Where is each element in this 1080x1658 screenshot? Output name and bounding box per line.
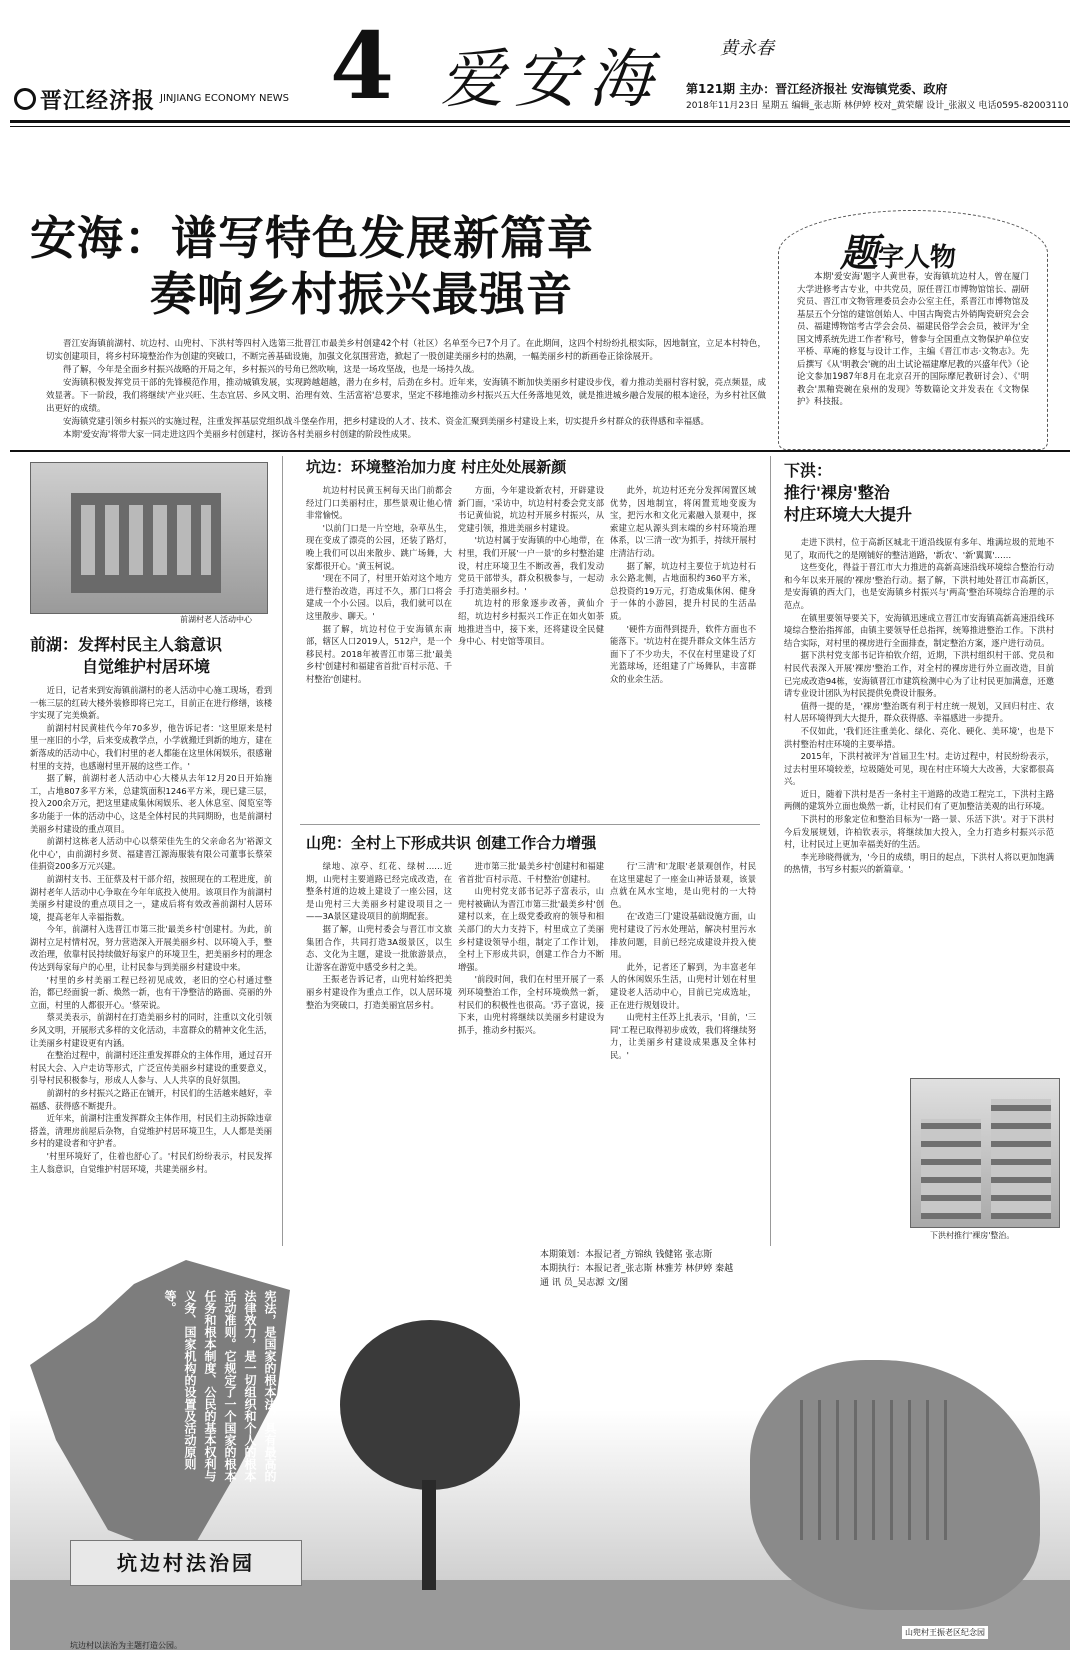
xiahong-photo-caption: 下洪村推行'裸房'整治。: [930, 1231, 1015, 1240]
shandou-heading: 山兜：全村上下形成共识 创建工作合力增强: [306, 834, 597, 852]
middle-rule: [10, 450, 1070, 452]
newspaper-logo: 晋江经济报: [14, 84, 155, 115]
xiahong-article: 走进下洪村，位于高新区城北干道沿线原有多年、堆满垃圾的荒地不见了，取而代之的是刚铺好的整洁道路，'新农'、'新'翼翼'…… 这些变化，得益于晋江市大力推进的高新高速沿线环境综合整治行动和今年以来开展的'裸房'整治行动。据了解，下洪村地处晋江市高新区，是安海镇的西大门，也是安海镇乡村振兴与'两高'整治环境综合治理的示范点。 在镇里要领导要关下，安海镇迅速成立晋江市安海镇高新高速沿线环境综合整治指挥部，由镇主要领导任总指挥，统筹推进整治工作。下洪村结合实际，对村里的裸房进行全面排查，制定整治方案，逐户进行动员。 据下洪村党支部书记许柏钦介绍，近期，下洪村组织村干部、党员和村民代表深入开展'裸房'整治工作，对全村的裸房进行外立面改造，目前已完成改造94栋，安海镇晋江市建筑检测中心为了让村民更加满意，还邀请专业设计团队为村民提供免费设计服务。 值得一提的是，'裸房'整治既有利于村庄统一规划，又回归村庄、农村人居环境得到大大提升，群众获得感、幸福感进一步提升。 不仅如此，'我们还注重美化、绿化、亮化、硬化、美环境'，也是下洪村整治村庄环境的主要举措。 2015年，下洪村被评为'首届卫生'村。走访过程中，村民纷纷表示，过去村里环境较差，垃圾随处可见，现在村庄环境大大改善，大家都很高兴。 近日，随着下洪村是否一条村主干道路的改造工程完工，下洪村主路两侧的建筑外立面也焕然一新，让村民们有了更加整洁美观的出行环境。 下洪村的形象定位和整治目标为'一路一景、乐活下洪'。对于下洪村今后发展规划，许柏钦表示，将继续加大投入，全力打造乡村振兴示范村，让村民过上更加幸福美好的生活。 李光珍晓得就为，'今日的成绩，明日的起点，下洪村人将以更加饱满的热情，书写乡村振兴的新篇章。': [784, 537, 1054, 875]
section-divider: [300, 824, 760, 825]
column-divider: [282, 456, 283, 1246]
park-sign: 坑边村法治园: [70, 1540, 302, 1586]
kengbian-column-1: 坑边村村民黄玉柯每天出门前都会经过门口美丽村庄，那些景观让他心情非常愉悦。 '以前门口是一片空地，杂草丛生，现在变成了漂亮的公园，还装了路灯，晚上我们可以出来散步、跳广场舞，大家都很开心。'黄玉柯说。 '现在不同了，村里开始对这个地方进行整治改造，再过不久，那门口将会建成一个小公园。以后，我们就可以在这里散步、聊天。' 据了解，坑边村位于安海镇东南部，辖区人口2019人，512户，是一个移民村。2018年被晋江市第三批'最美乡村'创建村和福建省首批'百村示范、千村整治'创建村。: [306, 485, 452, 684]
column-divider: [770, 456, 771, 1246]
headline-line2: 奏响乡村振兴最强音: [150, 267, 573, 321]
issue-line: 第121期 主办：晋江经济报社 安海镇党委、政府: [686, 82, 948, 96]
newspaper-logo-en: JINJIANG ECONOMY NEWS: [160, 93, 289, 104]
qianhu-photo: [30, 462, 268, 614]
law-text: 宪法，是国家的根本法，具有最高的法律效力，是一切组织和个人的根本活动准则。它规定了一个国家的根本任务和根本制度、公民的基本权利与义务、国家机构的设置及活动原则等。: [163, 1290, 277, 1482]
kengbian-column-3: 此外，坑边村还充分发挥闲置区域优势，因地制宜，将闲置荒地变废为宝，把污水和文化元素融入景观中，探索建立起从源头到末端的乡村环境治理体系，以'三清一改'为抓手，持续开展村庄清洁行动。 据了解，坑边村主要位于坑边村石永公路北侧，占地面积约360平方米，总投资约19万元，打造成集休闲、健身于一体的小游园，提升村民的生活品质。 '硬件方面得到提升，软件方面也不能落下。'坑边村在提升群众文体生活方面下了不少功夫，不仅在村里建设了灯光篮球场，还组建了广场舞队，丰富群众的业余生活。: [610, 485, 756, 684]
intro-paragraph: 晋江安海镇前湖村、坑边村、山兜村、下洪村等四村入选第三批晋江市最美乡村创建42个村（社区）名单至今已7个月了。在此期间，这四个村纷纷扎根实际，因地制宜，立足本村特色，切实创建项目，将乡村环境整治作为创建的突破口，不断完善基础设施，加强文化氛围营造，掀起了一股创建美丽乡村的热潮，一幅美丽乡村的新画卷正徐徐展开。: [46, 339, 766, 362]
top-rule-thin: [10, 126, 1070, 127]
shandou-column-3: 行'三清'和'龙眼'老景观创作，村民在这里建起了一座金山神话景观，该景点就在风水宝地，是山兜村的一大特色。 在'改造三门'建设基础设施方面，山兜村建设了污水处理站，解决村里污水排放问题，目前已经完成建设并投入使用。 此外，记者还了解到，为丰富老年人的休闲娱乐生活，山兜村计划在村里建设老人活动中心，目前已完成选址，正在进行规划设计。 山兜村主任苏上扎表示，'目前，'三同'工程已取得初步成效，我们将继续努力，让美丽乡村建设成果惠及全体村民。': [610, 861, 756, 1060]
intro-text: [46, 338, 766, 442]
qianhu-article: 近日，记者来到安海镇前湖村的老人活动中心施工现场，看到一栋三层的红砖大楼外装修即将已完工，目前正在进行修缮，该楼宇实现了完美焕新。 前湖村村民黄桂代今年70多岁，他告诉记者：'这里原来是村里一座旧的小学，后来变成教学点，小学就搬迁到新的地方，建在新落成的活动中心，我们村里的老人都能在这里休闲娱乐，很感谢村里的支持，也感谢村里开展的这些工作。' 据了解，前湖村老人活动中心大楼从去年12月20日开始施工，占地807多平方米，总建筑面积1246平方米，现已建三层，投入200余万元，把这里建成集休闲娱乐、老人休息室、阅览室等多功能于一体的活动中心，这是全体村民的共同期盼，也是前湖村美丽乡村建设的重点项目。 前湖村这栋老人活动中心以蔡荣佳先生的父亲命名为'裕源文化中心'，由前湖村乡贤、福建晋江源海服装有限公司董事长蔡荣佳捐资200多万元兴建。 前湖村支书、王征蔡及村干部介绍，按照现在的工程进度，前湖村老年人活动中心争取在今年年底投入使用。该项目作为前湖村美丽乡村建设的重点项目之一，建成后将有效改善前湖村人居环境，提高老年人幸福指数。 今年，前湖村入选晋江市第三批'最美乡村'创建村。为此，前湖村立足村情村况，努力营造深入开展美丽乡村、以环境入手，整改治理，依靠村民持续做好每家户的环境卫生，把美丽乡村的理念传达到每家每户的心里，让村民参与到美丽乡村建设中来。 '村里的乡村美丽工程已经初见成效，老旧的空心村通过整治，都已经面貌一新、焕然一新，也有干净整洁的路面、亮丽的外立面，村里的人都很开心。'蔡荣说。 蔡灵美表示，前湖村在打造美丽乡村的同时，注重以文化引领乡风文明，开展形式多样的文化活动，丰富群众的精神文化生活，让美丽乡村建设更有内涵。 在整治过程中，前湖村还注重发挥群众的主体作用，通过召开村民大会、入户走访等形式，广泛宣传美丽乡村建设的重要意义，引导村民积极参与，形成人人参与、人人共享的良好氛围。 前湖村的乡村振兴之路正在铺开，村民们的生活越来越好，幸福感、获得感不断提升。 近年来，前湖村注重发挥群众主体作用，村民们主动拆除违章搭盖，清理房前屋后杂物，自觉维护村居环境卫生，人人都是美丽乡村的建设者和守护者。 '村里环境好了，住着也舒心了。'村民们纷纷表示，村民发挥主人翁意识，自觉维护村居环境，共建美丽乡村。: [30, 685, 272, 1174]
tree: [340, 1320, 520, 1490]
logo-ring-icon: [14, 88, 36, 110]
date-line: 2018年11月23日 星期五 编辑_张志斯 林伊婷 校对_黄荣耀 设计_张淑义 电话0595-82003110: [686, 101, 1069, 111]
page-number: 4: [330, 12, 395, 120]
bottom-right-caption: 山兜村王振老区纪念园: [902, 1626, 988, 1639]
headline-line1: 安海：谱写特色发展新篇章: [30, 211, 594, 265]
bio-paragraph: 本期'爱安海'题字人黄世春，安海镇坑边村人，曾在厦门大学进修考古专业，中共党员，原任晋江市博物馆馆长、副研究员、晋江市文物管理委员会办公室主任，系晋江市博物馆及基层五个分馆的建馆创始人、中国古陶瓷古外销陶瓷研究会会员、福建博物馆考古学会会员、福建民俗学会会员，被评为'全国文博系统先进工作者'称号，曾参与全国重点文物保护单位安平桥、草庵的修复与设计工作，主编《晋江市志·文物志》。先后撰写《从'明教会'碗的出土试论福建摩尼教的兴盛年代》（论论文参加1987年8月在北京召开的国际摩尼教研讨会）、《'明教会'黑釉瓷碗在泉州的发现》等数篇论文并发表在《文物保护》科技报。: [797, 272, 1029, 407]
shandou-column-1: 绿地、凉亭、红花、绿树……近期，山兜村主要道路已经完成改造，在整条村道的边坡上建设了一座公园，这是山兜村三大美丽乡村建设项目之一——3A景区建设项目的前期配套。 据了解，山兜村委会与晋江市文旅集团合作，共同打造3A级景区，以生态、文化为主题，建设一批旅游景点，让游客在游览中感受乡村之美。 王振老告诉记者，山兜村始终把美丽乡村建设作为重点工作，以人居环境整治为突破口，打造美丽宜居乡村。: [306, 861, 452, 1010]
bio-title: 题字人物: [840, 230, 957, 275]
intro-paragraph: 得了解，今年是全面乡村振兴战略的开局之年，乡村振兴的号角已然吹响，这是一场攻坚战，也是一场持久战。: [63, 365, 480, 375]
kengbian-heading: 坑边：环境整治加力度 村庄处处展新颜: [306, 458, 567, 476]
xiahong-heading: 下洪： 推行'裸房'整治 村庄环境大大提升: [784, 461, 913, 524]
intro-paragraph: 安海镇党建引领乡村振兴的实施过程，注重发挥基层党组织战斗堡垒作用，把乡村建设的人才、技术、资金汇聚到美丽乡村建设上来，切实提升乡村群众的获得感和幸福感。: [63, 417, 710, 427]
intro-paragraph: 安海镇积极发挥党员干部的先锋模范作用，推动城镇发展，实现跨越超越，潜力在乡村，后劲在乡村。近年来，安海镇不断加快美丽乡村建设步伐，着力推动美丽村容村貌，亮点频显，成效显著。下一阶段，我们将继续'产业兴旺、生态宜居、乡风文明、治理有效、生活富裕'总要求，坚定不移地推动乡村振兴五大任务落地见效，就是推进城乡融合发展的根本途径，为乡村社区做出更好的成绩。: [46, 378, 766, 414]
credits: 本期策划：本报记者_方锦纨 钱健铭 张志斯 本期执行：本报记者_张志斯 林雅芳 林伊婷 秦越 通 讯 员_吴志源 文/图: [540, 1250, 734, 1288]
qianhu-heading: 前湖：发挥村民主人翁意识 自觉维护村居环境: [30, 635, 223, 676]
bottom-photo: [10, 1250, 1070, 1650]
top-rule: [10, 120, 1070, 123]
section-signature: 黄永春: [720, 38, 774, 59]
xiahong-photo: [910, 1078, 1060, 1228]
section-title: 爱安海: [440, 43, 662, 117]
intro-paragraph: 本期'爱安海'将带大家一同走进这四个美丽乡村创建村，探访各村美丽乡村创建的阶段性成果。: [63, 430, 417, 440]
main-headline: [30, 210, 594, 322]
kengbian-column-2: 方面，今年建设新农村，开辟建设新门面，'采访中，坑边村村委会党支部书记黄仙说，坑边村开展乡村振兴，从党建引领，推进美丽乡村建设。 '坑边村属于安海镇的中心地带，在村里，我们开展'一户一景'的乡村整治建设，村庄环境卫生不断改善，我们发动党员干部带头，群众积极参与，一起动手打造美丽乡村。' 坑边村的形象逐步改善，黄仙介绍，坑边村乡村振兴工作正在如火如荼地推进当中，接下来，还将建设全民健身中心、村史馆等项目。: [458, 485, 604, 647]
bio-text: [797, 271, 1029, 409]
tree-trunk: [422, 1480, 436, 1590]
stone-inscription: [800, 1400, 960, 1540]
shandou-column-2: 进市第三批'最美乡村'创建村和福建省首批'百村示范、千村整治'创建村。 山兜村党支部书记苏子富表示，山兜村被确认为晋江市第三批'最美乡村'创建村以来，在上级党委政府的领导和相关部门的大力支持下，村里成立了美丽乡村建设领导小组，制定了工作计划，全村上下形成共识，创建工作合力不断增强。 '前段时间，我们在村里开展了一系列环境整治工作，全村环境焕然一新，村民们的积极性也很高。'苏子富说，接下来，山兜村将继续以美丽乡村建设为抓手，推动乡村振兴。: [458, 861, 604, 1035]
bottom-left-caption: 坑边村以法治为主题打造公园。: [70, 1641, 182, 1650]
qianhu-photo-caption: 前湖村老人活动中心: [180, 615, 252, 624]
